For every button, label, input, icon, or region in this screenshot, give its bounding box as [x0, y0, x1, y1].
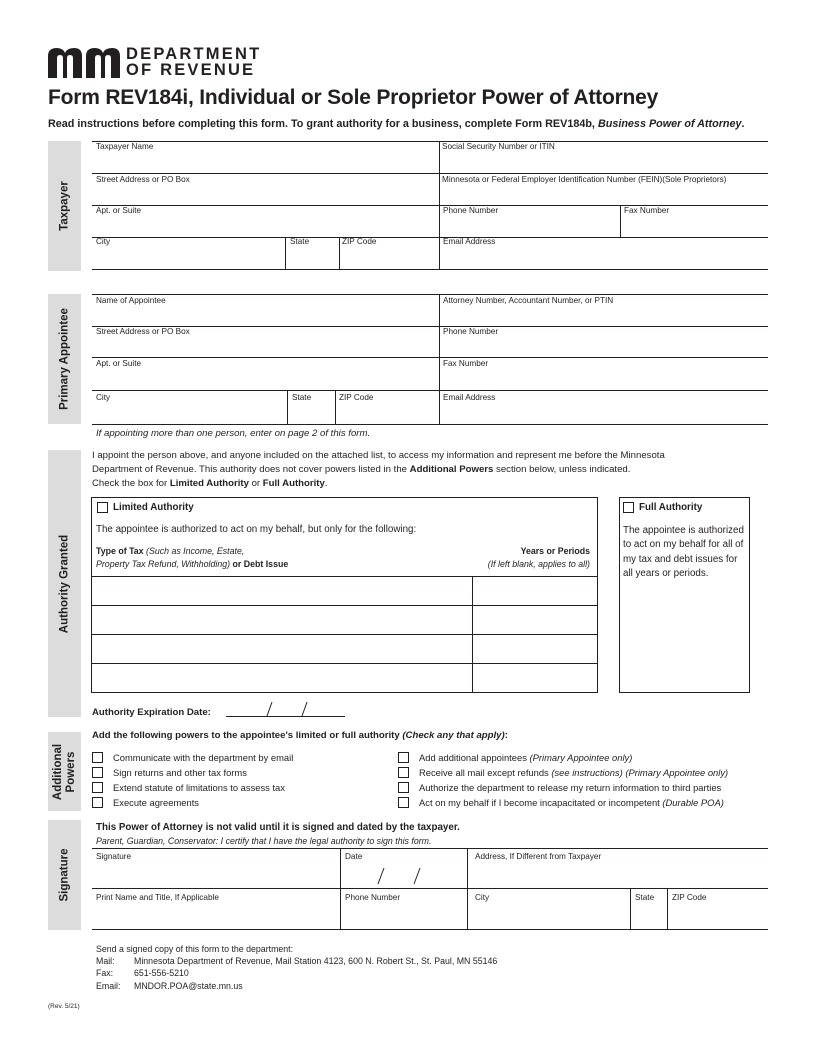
- appointee-city-field[interactable]: City: [96, 393, 111, 402]
- taxpayer-tab-label: Taxpayer: [58, 181, 70, 231]
- taxpayer-zip-field[interactable]: ZIP Code: [342, 237, 377, 246]
- email-label: Email:: [96, 980, 121, 991]
- full-authority-checkbox[interactable]: [623, 502, 634, 513]
- power-receive-mail-note: (see instructions) (Primary Appointee only): [551, 767, 729, 778]
- divider: [630, 888, 631, 930]
- additional-powers-ref: Additional Powers: [409, 464, 494, 475]
- tax-type-input-1[interactable]: [92, 577, 472, 605]
- primary-appointee-tab: [48, 294, 81, 424]
- send-instructions: Send a signed copy of this form to the department:: [96, 944, 294, 954]
- tax-type-input-4[interactable]: [92, 664, 472, 692]
- divider: [92, 848, 768, 849]
- divider: [92, 269, 768, 270]
- power-release-info-label: [419, 782, 721, 794]
- power-add-appointees-text: Add additional appointees: [419, 752, 530, 763]
- authority-granted-tab-label: Authority Granted: [58, 534, 70, 633]
- type-of-tax-examples: (Such as Income, Estate,: [143, 546, 245, 556]
- divider: [92, 390, 768, 391]
- authority-intro-or: or: [248, 478, 263, 489]
- divider: [335, 390, 336, 425]
- years-input-4[interactable]: [473, 664, 597, 692]
- signer-city-field[interactable]: City: [475, 893, 490, 902]
- expiration-date-input[interactable]: [226, 700, 345, 717]
- years-periods-label: Years or Periods: [520, 546, 590, 556]
- type-of-tax-line1: [96, 545, 288, 558]
- years-periods-header: [472, 545, 590, 571]
- mail-label: Mail:: [96, 956, 115, 967]
- appointee-state-field[interactable]: State: [292, 393, 312, 402]
- signature-field[interactable]: Signature: [96, 852, 132, 861]
- years-input-2[interactable]: [473, 606, 597, 634]
- additional-powers-tab: [48, 732, 81, 811]
- power-durable-checkbox[interactable]: [398, 797, 409, 808]
- appointee-fax-field[interactable]: Fax Number: [443, 359, 489, 368]
- appointee-phone-field[interactable]: Phone Number: [443, 327, 499, 336]
- divider: [467, 848, 468, 930]
- power-receive-mail-label: [419, 767, 728, 779]
- divider: [92, 294, 768, 295]
- dept-name-line2: OF REVENUE: [126, 61, 256, 79]
- signature-tab-label: Signature: [58, 848, 70, 902]
- power-email-label: Communicate with the department by email: [113, 752, 294, 763]
- power-durable-note: (Durable POA): [662, 797, 724, 808]
- divider: [439, 294, 440, 425]
- power-release-info-checkbox[interactable]: [398, 782, 409, 793]
- power-extend-label: Extend statute of limitations to assess tax: [113, 782, 285, 793]
- instructions-form-name: Business Power of Attorney: [597, 118, 742, 130]
- print-name-field[interactable]: Print Name and Title, If Applicable: [96, 893, 219, 902]
- power-durable-text: Act on my behalf if I become incapacitated or incompetent: [419, 797, 663, 808]
- power-release-info-text: Authorize the department to release my return information to third parties: [419, 782, 722, 793]
- authority-intro: [92, 449, 772, 491]
- power-add-appointees-note: (Primary Appointee only): [529, 752, 633, 763]
- guardian-certification: Parent, Guardian, Conservator: I certify that I have the legal authority to sign this form.: [96, 836, 432, 846]
- multiple-appointees-note: If appointing more than one person, enter on page 2 of this form.: [96, 428, 371, 439]
- expiration-date-label: Authority Expiration Date:: [92, 707, 211, 718]
- divider: [620, 205, 621, 238]
- limited-authority-ref: Limited Authority: [169, 478, 249, 489]
- signer-zip-field[interactable]: ZIP Code: [672, 893, 707, 902]
- debt-issue-label: or Debt Issue: [230, 559, 289, 569]
- dept-name-line1: DEPARTMENT: [126, 45, 262, 63]
- power-durable-label: [419, 797, 724, 809]
- signature-tab: [48, 820, 81, 930]
- type-of-tax-label: Type of Tax: [96, 546, 144, 556]
- years-input-3[interactable]: [473, 635, 597, 663]
- signature-date-separators: [370, 866, 430, 886]
- taxpayer-ssn-field[interactable]: Social Security Number or ITIN: [442, 142, 555, 151]
- power-receive-mail-text: Receive all mail except refunds: [419, 767, 552, 778]
- power-add-appointees-label: [419, 752, 632, 764]
- authority-intro-line2-text: Department of Revenue. This authority does not cover powers listed in the: [92, 464, 410, 475]
- divider: [92, 424, 768, 425]
- power-sign-checkbox[interactable]: [92, 767, 103, 778]
- authority-intro-line2-end: section below, unless indicated.: [493, 464, 631, 475]
- authority-intro-line3-text: Check the box for: [92, 478, 170, 489]
- date-separators: [226, 700, 345, 717]
- primary-appointee-tab-label: Primary Appointee: [58, 308, 70, 410]
- signature-notice: This Power of Attorney is not valid until it is signed and dated by the taxpayer.: [96, 822, 460, 833]
- appointee-name-field[interactable]: Name of Appointee: [96, 296, 166, 305]
- taxpayer-name-field[interactable]: Taxpayer Name: [96, 142, 154, 151]
- power-agreements-checkbox[interactable]: [92, 797, 103, 808]
- years-periods-note: (If left blank, applies to all): [487, 559, 590, 569]
- taxpayer-apt-field[interactable]: Apt. or Suite: [96, 206, 142, 215]
- signer-state-field[interactable]: State: [635, 893, 655, 902]
- power-add-appointees-checkbox[interactable]: [398, 752, 409, 763]
- power-email-checkbox[interactable]: [92, 752, 103, 763]
- appointee-attorney-number-field[interactable]: Attorney Number, Accountant Number, or PTIN: [443, 296, 614, 305]
- additional-powers-heading-text: Add the following powers to the appointee's limited or full authority: [92, 730, 403, 741]
- full-authority-ref: Full Authority: [262, 478, 325, 489]
- power-receive-mail-checkbox[interactable]: [398, 767, 409, 778]
- divider: [92, 237, 768, 238]
- signer-address-field[interactable]: Address, If Different from Taxpayer: [475, 852, 602, 861]
- divider: [285, 237, 286, 270]
- limited-authority-title: Limited Authority: [113, 502, 194, 513]
- full-authority-title: Full Authority: [639, 502, 703, 513]
- email-address[interactable]: MNDOR.POA@state.mn.us: [134, 980, 243, 991]
- appointee-apt-field[interactable]: Apt. or Suite: [96, 359, 142, 368]
- submission-instructions: [96, 943, 497, 992]
- years-input-1[interactable]: [473, 577, 597, 605]
- taxpayer-fein-field[interactable]: Minnesota or Federal Employer Identification Number (FEIN)(Sole Proprietors): [442, 175, 727, 184]
- additional-powers-tab-label: Additional Powers: [51, 743, 77, 800]
- revision-date: (Rev. 5/21): [48, 1003, 80, 1010]
- taxpayer-email-field[interactable]: Email Address: [443, 237, 496, 246]
- type-of-tax-header: [96, 545, 288, 571]
- taxpayer-city-field[interactable]: City: [96, 237, 111, 246]
- fax-label: Fax:: [96, 968, 114, 979]
- divider: [92, 141, 768, 142]
- mail-row: [96, 955, 497, 967]
- tax-type-input-2[interactable]: [92, 606, 472, 634]
- fax-row: [96, 967, 497, 979]
- signer-phone-field[interactable]: Phone Number: [345, 893, 401, 902]
- power-extend-checkbox[interactable]: [92, 782, 103, 793]
- authority-intro-line2: [92, 463, 772, 477]
- power-sign-label: Sign returns and other tax forms: [113, 767, 247, 778]
- appointee-zip-field[interactable]: ZIP Code: [339, 393, 374, 402]
- email-row: [96, 980, 497, 992]
- divider: [340, 848, 341, 930]
- appointee-street-field[interactable]: Street Address or PO Box: [96, 327, 190, 336]
- fax-number: 651-556-5210: [134, 968, 189, 979]
- authority-granted-tab: [48, 450, 81, 717]
- divider: [287, 390, 288, 425]
- form-instructions: [48, 118, 745, 130]
- divider: [92, 173, 768, 174]
- signature-date-field[interactable]: Date: [345, 852, 363, 861]
- divider: [339, 237, 340, 270]
- additional-powers-heading: [92, 729, 508, 743]
- full-authority-description: The appointee is authorized to act on my behalf for all of my tax and debt issues for all years or periods.: [623, 525, 744, 580]
- additional-powers-heading-colon: :: [504, 730, 508, 741]
- mn-logo-icon: [48, 48, 122, 78]
- divider: [92, 357, 768, 358]
- taxpayer-phone-field[interactable]: Phone Number: [443, 206, 499, 215]
- type-of-tax-examples-2: Property Tax Refund, Withholding): [96, 559, 231, 569]
- limited-authority-description: The appointee is authorized to act on my behalf, but only for the following:: [96, 524, 417, 535]
- mn-revenue-logo: [48, 45, 262, 82]
- authority-intro-period: .: [324, 478, 328, 489]
- authority-intro-line3: [92, 477, 772, 491]
- instructions-text: Read instructions before completing this form. To grant authority for a business, complete Form REV184b,: [48, 118, 598, 130]
- appointee-email-field[interactable]: Email Address: [443, 393, 496, 402]
- taxpayer-street-field[interactable]: Street Address or PO Box: [96, 175, 190, 184]
- mail-address: Minnesota Department of Revenue, Mail Station 4123, 600 N. Robert St., St. Paul, MN 55146: [134, 956, 498, 967]
- limited-authority-checkbox[interactable]: [97, 502, 108, 513]
- divider: [667, 888, 668, 930]
- instructions-period: .: [741, 118, 745, 130]
- tax-type-input-3[interactable]: [92, 635, 472, 663]
- additional-powers-heading-note: (Check any that apply): [402, 730, 505, 741]
- taxpayer-state-field[interactable]: State: [290, 237, 310, 246]
- taxpayer-tab: [48, 141, 81, 271]
- divider: [439, 141, 440, 270]
- power-agreements-label: Execute agreements: [113, 797, 199, 808]
- divider: [92, 326, 768, 327]
- taxpayer-fax-field[interactable]: Fax Number: [624, 206, 670, 215]
- form-title: Form REV184i, Individual or Sole Proprietor Power of Attorney: [48, 86, 659, 109]
- type-of-tax-line2: [96, 558, 288, 571]
- authority-intro-line1: I appoint the person above, and anyone included on the attached list, to access my information and represent me before the Minnesota: [92, 450, 665, 461]
